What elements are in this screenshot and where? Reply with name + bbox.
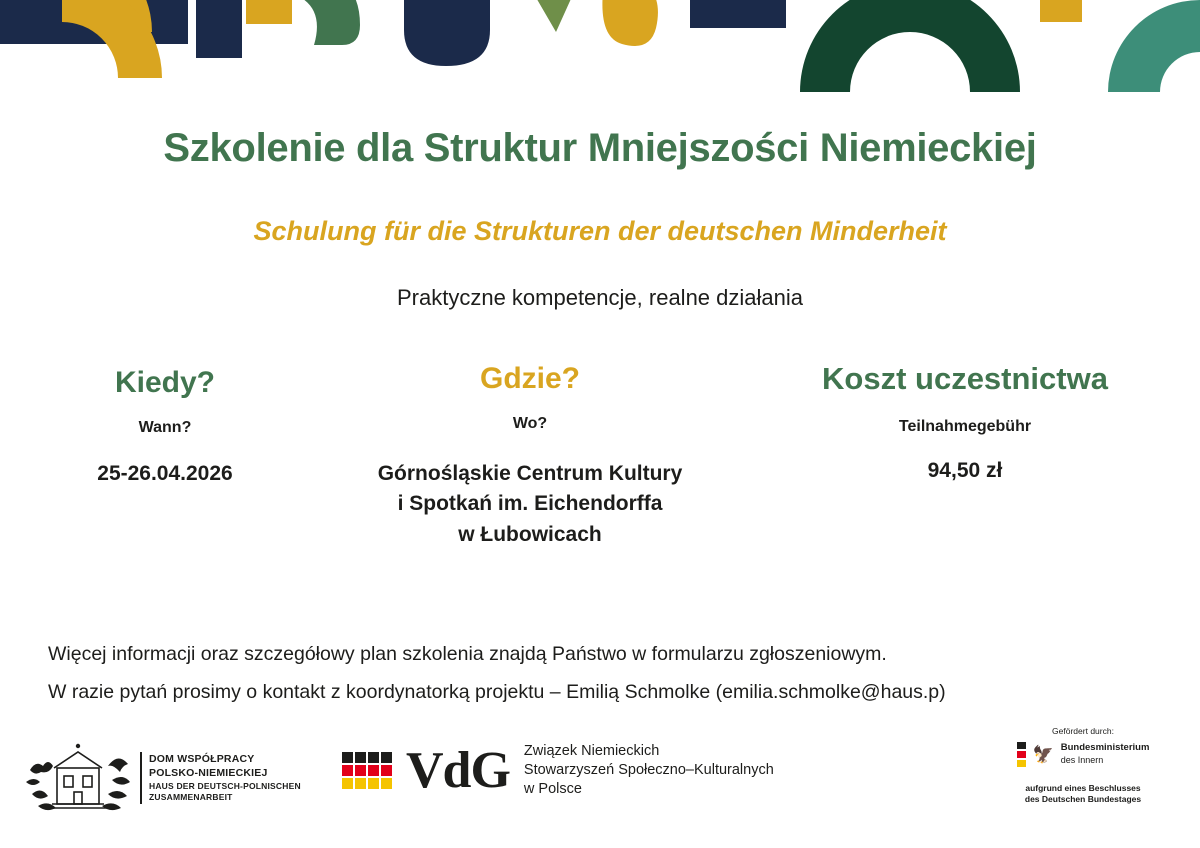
column-where-heading: Gdzie? [479, 362, 580, 395]
column-where-heading-german: Wo? [512, 415, 548, 432]
column-when-date: 25-26.04.2026 [97, 462, 233, 485]
column-cost-heading: Koszt uczestnictwa [822, 361, 1108, 396]
venue-line-3: w Łubowicach [458, 522, 602, 546]
vdg-flag-icon [342, 752, 392, 789]
dwpn-line-1: DOM WSPÓŁPRACY [149, 752, 255, 765]
page-tagline: Praktyczne kompetencje, realne działania [396, 285, 803, 310]
column-when [0, 362, 330, 489]
bmi-funded-by-label: Gefördert durch: [1052, 726, 1114, 736]
logo-dwpn-text [140, 752, 301, 804]
info-text-line-2: W razie pytań prosimy o kontakt z koordynatorką projektu – Emilią Schmolke (emilia.schmolke@haus.p) [48, 681, 946, 703]
column-when-heading-german: Wann? [138, 419, 192, 436]
bmi-bottom-line-1: aufgrund eines Beschlusses [1025, 783, 1141, 793]
venue-line-2: i Spotkań im. Eichendorffa [397, 492, 663, 516]
vdg-desc-line-1: Związek Niemieckich [523, 743, 660, 759]
bmi-name [1061, 742, 1150, 766]
vdg-description [524, 742, 774, 799]
decorative-top-band [0, 0, 1200, 92]
logo-vdg [342, 742, 774, 799]
column-where [330, 362, 730, 550]
dwpn-line-3: HAUS DER DEUTSCH-POLNISCHEN [149, 780, 301, 791]
federal-eagle-icon: 🦅 [1032, 745, 1054, 764]
bmi-flag-icon [1017, 742, 1026, 767]
column-where-venue [330, 459, 730, 550]
bmi-emblem-row [988, 742, 1178, 767]
page-subtitle-german: Schulung für die Strukturen der deutschen Minderheit [253, 216, 947, 246]
house-icon [24, 736, 132, 820]
bmi-name-line: Bundesministerium [1060, 742, 1150, 754]
column-cost-heading-german: Teilnahmegebühr [898, 418, 1032, 436]
info-text-line-1: Więcej informacji oraz szczegółowy plan szkolenia znajdą Państwo w formularzu zgłoszeniowym. [48, 643, 887, 665]
column-cost-price: 94,50 zł [927, 459, 1003, 483]
page-title: Szkolenie dla Struktur Mniejszości Niemieckiej [163, 126, 1037, 170]
logo-bmi [988, 726, 1178, 806]
bmi-bottom-line-2: des Deutschen Bundestages [1024, 794, 1142, 805]
logo-dwpn [24, 736, 301, 820]
column-cost [730, 362, 1200, 487]
bmi-name-sub: des Innern [1060, 754, 1104, 765]
vdg-wordmark: VdG [406, 741, 510, 799]
vdg-desc-line-3: w Polsce [523, 781, 582, 798]
logo-strip [0, 726, 1200, 836]
bmi-bundestag-note [988, 783, 1178, 806]
venue-line-1: Górnośląskie Centrum Kultury [377, 462, 683, 485]
vdg-desc-line-2: Stowarzyszeń Społeczno–Kulturalnych [523, 762, 774, 779]
info-columns [0, 362, 1200, 550]
dwpn-line-2: POLSKO-NIEMIECKIEJ [149, 767, 268, 780]
dwpn-line-4: ZUSAMMENARBEIT [149, 792, 233, 803]
column-when-heading: Kiedy? [114, 366, 216, 399]
top-band-shapes [0, 0, 1200, 92]
